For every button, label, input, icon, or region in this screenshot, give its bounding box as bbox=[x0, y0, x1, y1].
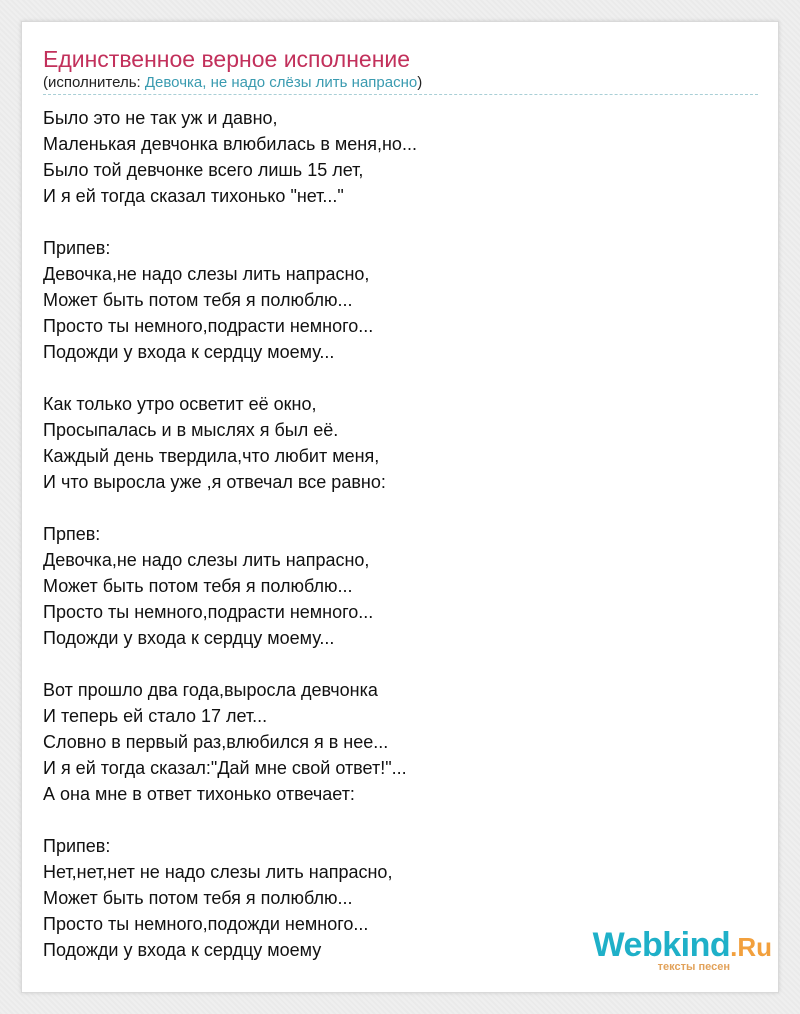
lyrics-card bbox=[21, 21, 779, 993]
logo-tld: .Ru bbox=[730, 932, 772, 962]
logo-tagline: тексты песен bbox=[657, 961, 730, 973]
song-title: Единственное верное исполнение bbox=[43, 46, 411, 72]
lyric-line: Может быть потом тебя я полюблю... bbox=[43, 290, 353, 310]
lyric-line: Подожди у входа к сердцу моему... bbox=[43, 628, 335, 648]
logo-brand: Webkind bbox=[592, 926, 731, 964]
stanza bbox=[43, 521, 758, 651]
lyric-line: Словно в первый раз,влюбился я в нее... bbox=[43, 732, 389, 752]
lyric-line: Было это не так уж и давно, bbox=[43, 108, 278, 128]
lyric-line: Вот прошло два года,выросла девчонка bbox=[43, 680, 378, 700]
stanza bbox=[43, 105, 758, 209]
stanza-gap bbox=[43, 365, 758, 391]
lyric-line: Было той девчонке всего лишь 15 лет, bbox=[43, 160, 364, 180]
artist-suffix: ) bbox=[417, 74, 423, 91]
lyric-line: Просыпалась и в мыслях я был её. bbox=[43, 420, 339, 440]
lyric-line: Может быть потом тебя я полюблю... bbox=[43, 888, 353, 908]
stanza-gap bbox=[43, 209, 758, 235]
chorus-label: Прпев: bbox=[43, 524, 101, 544]
lyric-line: Подожди у входа к сердцу моему... bbox=[43, 342, 335, 362]
lyric-line: И я ей тогда сказал тихонько "нет..." bbox=[43, 186, 344, 206]
artist-line bbox=[43, 74, 422, 92]
lyric-line: Как только утро осветит её окно, bbox=[43, 394, 317, 414]
site-logo[interactable] bbox=[593, 927, 772, 973]
chorus-label: Припев: bbox=[43, 836, 111, 856]
lyric-line: Девочка,не надо слезы лить напрасно, bbox=[43, 264, 370, 284]
lyric-line: Может быть потом тебя я полюблю... bbox=[43, 576, 353, 596]
artist-link[interactable]: Девочка, не надо слёзы лить напрасно bbox=[144, 74, 418, 91]
lyric-line: Подожди у входа к сердцу моему bbox=[43, 940, 322, 960]
lyric-line: И я ей тогда сказал:"Дай мне свой ответ!"... bbox=[43, 758, 407, 778]
stanza-gap bbox=[43, 495, 758, 521]
chorus-label: Припев: bbox=[43, 238, 111, 258]
stanza bbox=[43, 677, 758, 807]
lyric-line: Девочка,не надо слезы лить напрасно, bbox=[43, 550, 370, 570]
lyric-line: Просто ты немного,подрасти немного... bbox=[43, 316, 374, 336]
stanza bbox=[43, 391, 758, 495]
lyric-line: Просто ты немного,подожди немного... bbox=[43, 914, 369, 934]
artist-prefix: (исполнитель: bbox=[43, 74, 145, 91]
lyric-line: И что выросла уже ,я отвечал все равно: bbox=[43, 472, 386, 492]
lyric-line: Маленькая девчонка влюбилась в меня,но... bbox=[43, 134, 417, 154]
stanza-gap bbox=[43, 651, 758, 677]
stanza bbox=[43, 235, 758, 365]
lyrics-text bbox=[43, 105, 758, 963]
lyric-line: Каждый день твердила,что любит меня, bbox=[43, 446, 380, 466]
logo-wordmark bbox=[593, 927, 772, 965]
lyric-line: А она мне в ответ тихонько отвечает: bbox=[43, 784, 355, 804]
title-divider bbox=[43, 94, 758, 95]
lyric-line: И теперь ей стало 17 лет... bbox=[43, 706, 268, 726]
stanza-gap bbox=[43, 807, 758, 833]
lyric-line: Нет,нет,нет не надо слезы лить напрасно, bbox=[43, 862, 393, 882]
lyric-line: Просто ты немного,подрасти немного... bbox=[43, 602, 374, 622]
